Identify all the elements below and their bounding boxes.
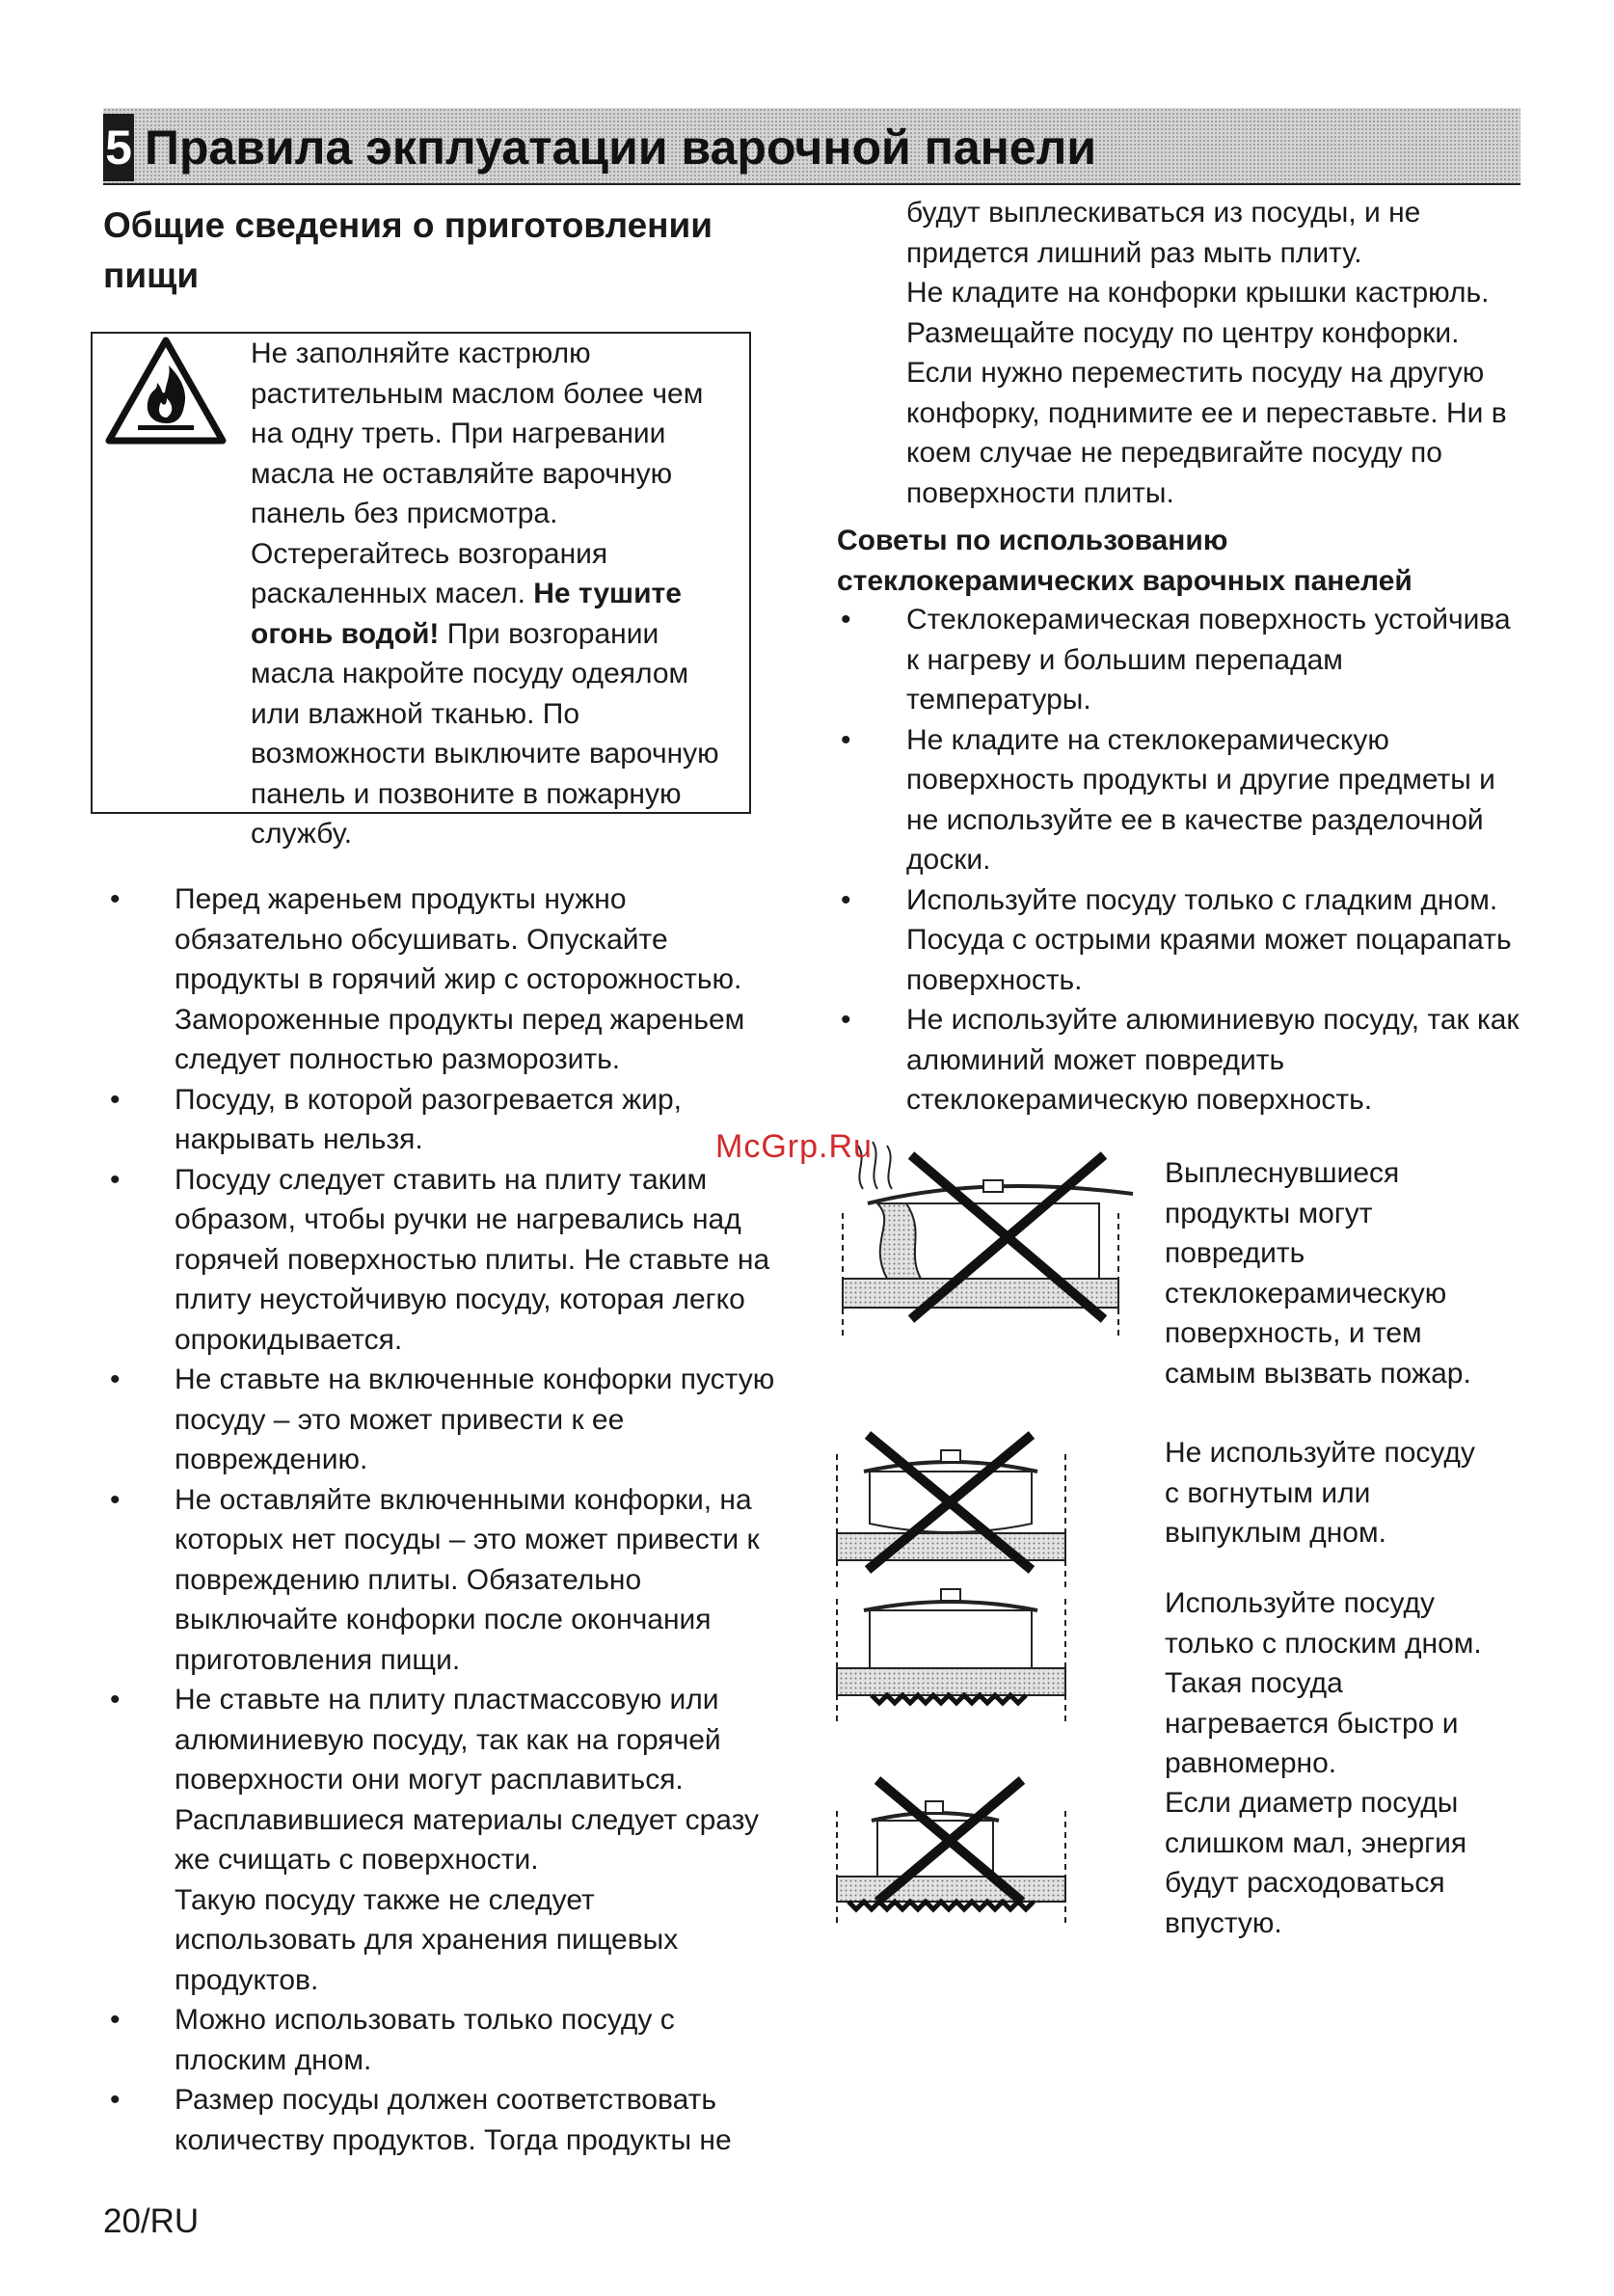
warning-text — [251, 334, 742, 854]
list-item-continuation: Такую посуду также не следует использовать для хранения пищевых продуктов. — [175, 1883, 679, 1996]
page-number: 20/RU — [103, 2202, 200, 2240]
list-item: • Не используйте алюминиевую посуду, так как алюминий может повредить стеклокерамическую поверхность. — [906, 1000, 1523, 1121]
small-pot-illustration — [829, 1772, 1080, 1927]
subsection-title: Советы по использованию стеклокерамических варочных панелей — [837, 525, 1412, 597]
warning-text-before: Не заполняйте кастрюлю растительным маслом более чем на одну треть. При нагревании масла не оставляйте варочную панель без присмотра. Остерегайтесь возгорания раскаленных масел. — [251, 338, 704, 609]
right-bullet-list — [841, 600, 1523, 1121]
list-item: • Не оставляйте включенными конфорки, на которых нет посуды – это может привести к повреждению плиты. Обязательно выключайте конфорки после окончания приготовления пищи. — [175, 1480, 777, 1681]
list-item: • Размер посуды должен соответствовать количеству продуктов. Тогда продукты не — [175, 2080, 777, 2160]
fire-warning-icon — [103, 335, 229, 448]
warning-text-after: При возгорании масла накройте посуду одеялом или влажной тканью. По возможности выключите варочную панель и позвоните в пожарную службу. — [251, 617, 719, 850]
spill-illustration — [829, 1136, 1138, 1338]
caption-small: Если диаметр посуды слишком мал, энергия будут расходоваться впустую. — [1165, 1787, 1467, 1939]
list-item: • Не ставьте на включенные конфорки пустую посуду – это может привести к ее повреждению. — [175, 1360, 777, 1480]
list-item: • Посуду, в которой разогревается жир, накрывать нельзя. — [175, 1080, 777, 1160]
bullet: • — [110, 1684, 121, 1715]
list-item: • Не ставьте на плиту пластмассовую или алюминиевую посуду, так как на горячей поверхности они могут расплавиться. Расплавившиеся материалы следует сразу же счищать с поверхности. — [175, 1680, 777, 1880]
bullet: • — [110, 1483, 121, 1516]
list-item: • Не кладите на стеклокерамическую поверхность продукты и другие предметы и не используйте ее в качестве разделочной доски. — [906, 720, 1523, 880]
bullet: • — [841, 1004, 851, 1036]
concave-pot-illustration — [829, 1425, 1080, 1589]
list-item: • Перед жареньем продукты нужно обязательно обсушивать. Опускайте продукты в горячий жир с осторожностью. Замороженные продукты перед жареньем следует полностью разморозить. — [175, 879, 777, 1080]
bullet: • — [110, 883, 121, 915]
bullet: • — [841, 723, 851, 756]
continued-paragraph: будут выплескиваться из посуды, и не придется лишний раз мыть плиту. Не кладите на конфорки крышки кастрюль. Размещайте посуду по центру конфорки. Если нужно переместить посуду на другую конфорку, поднимите ее и переставьте. Ни в коем случае не передвигайте посуду по поверхности плиты. — [906, 197, 1507, 509]
chapter-number: 5 — [103, 114, 134, 181]
list-item: • Используйте посуду только с гладким дном. Посуда с острыми краями может поцарапать поверхность. — [906, 880, 1523, 1001]
bullet: • — [110, 1364, 121, 1395]
caption-concave: Не используйте посуду с вогнутым или выпуклым дном. — [1165, 1437, 1475, 1549]
bullet: • — [110, 1163, 121, 1196]
left-bullet-list — [110, 879, 777, 2160]
watermark: McGrp.Ru — [715, 1128, 873, 1165]
bullet: • — [110, 2084, 121, 2116]
section-title: Общие сведения о приготовлении пищи — [103, 205, 713, 295]
bullet: • — [110, 2004, 121, 2036]
chapter-title: Правила экплуатации варочной панели — [145, 121, 1097, 175]
list-item: • Можно использовать только посуду с плоским дном. — [175, 2000, 777, 2080]
list-item: • Стеклокерамическая поверхность устойчива к нагреву и большим перепадам температуры. — [906, 600, 1523, 720]
caption-spill: Выплеснувшиеся продукты могут повредить стеклокерамическую поверхность, и тем самым вызвать пожар. — [1165, 1157, 1471, 1390]
bullet: • — [841, 883, 851, 916]
warning-text-bold: Не тушите огонь водой! — [251, 578, 682, 650]
bullet: • — [841, 604, 851, 635]
bullet: • — [110, 1083, 121, 1116]
flat-pot-illustration — [829, 1580, 1080, 1724]
caption-flat: Используйте посуду только с плоским дном. Такая посуда нагревается быстро и равномерно. — [1165, 1587, 1482, 1779]
list-item: • Посуду следует ставить на плиту таким образом, чтобы ручки не нагревались над горячей поверхностью плиты. Не ставьте на плиту неустойчивую посуду, которая легко опрокидывается. — [175, 1160, 777, 1361]
